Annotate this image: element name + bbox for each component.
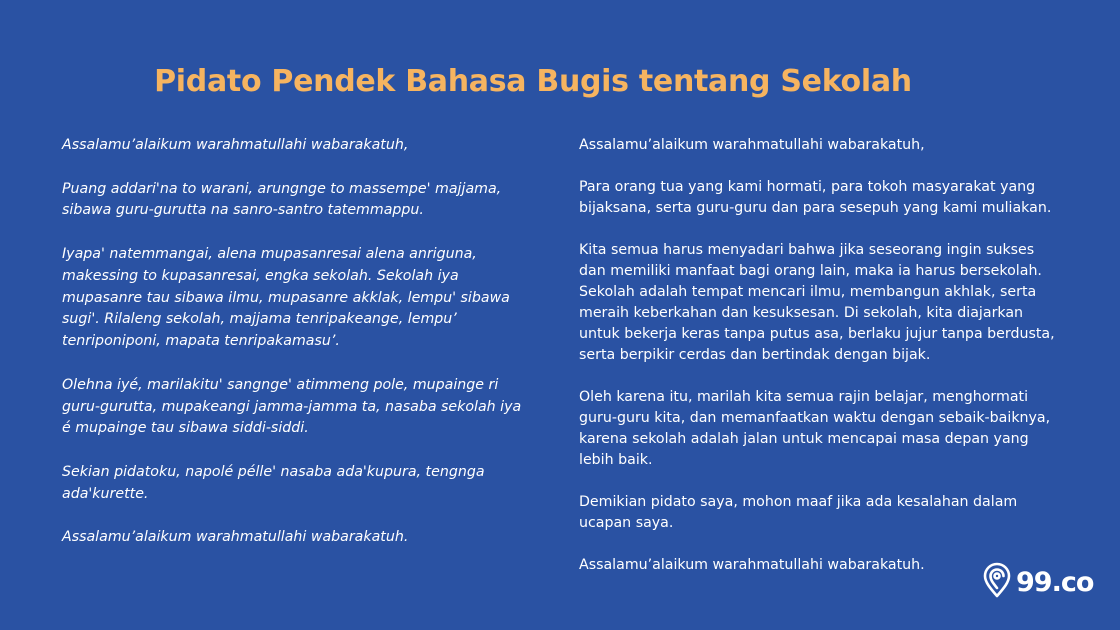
text-line: mupasanre tau sibawa ilmu, mupasanre akklak, lempu' sibawa <box>62 289 510 306</box>
brand-logo-text: 99.co <box>1016 566 1094 598</box>
text-line: Para orang tua yang kami hormati, para tokoh masyarakat yang <box>579 179 1036 195</box>
text-line: tenriponiponi, mapata tenripakamasu’. <box>62 333 340 350</box>
text-line: Olehna iyé, marilakitu' sangnge' atimmeng pole, mupainge ri <box>62 376 499 393</box>
text-line: Assalamu’alaikum warahmatullahi wabarakatuh. <box>579 557 925 573</box>
text-line: sugi'. Rilaleng sekolah, majjama tenripakeange, lempu’ <box>62 311 457 328</box>
paragraph <box>579 240 1059 366</box>
text-line: Assalamu’alaikum warahmatullahi wabarakatuh, <box>579 137 925 153</box>
text-line: karena sekolah adalah jalan untuk mencapai masa depan yang <box>579 431 1029 447</box>
paragraph <box>579 177 1059 219</box>
paragraph <box>579 135 1059 156</box>
text-line: Kita semua harus menyadari bahwa jika seseorang ingin sukses <box>579 242 1035 258</box>
text-line: bijaksana, serta guru-guru dan para sesepuh yang kami muliakan. <box>579 200 1052 216</box>
text-line: ucapan saya. <box>579 515 674 531</box>
paragraph <box>579 387 1059 471</box>
text-line: Oleh karena itu, marilah kita semua rajin belajar, menghormati <box>579 389 1029 405</box>
text-line: untuk bekerja keras tanpa putus asa, berlaku jujur tanpa berdusta, <box>579 326 1055 342</box>
paragraph <box>62 179 542 223</box>
text-line: sibawa guru-gurutta na sanro-santro tatemmappu. <box>62 202 424 219</box>
location-pin-icon <box>982 562 1012 602</box>
text-line: Demikian pidato saya, mohon maaf jika ada kesalahan dalam <box>579 494 1018 510</box>
text-line: é mupainge tau sibawa siddi-siddi. <box>62 420 309 437</box>
paragraph <box>62 527 542 549</box>
text-line: dan memiliki manfaat bagi orang lain, maka ia harus bersekolah. <box>579 263 1042 279</box>
text-line: guru-guru kita, dan memanfaatkan waktu dengan sebaik-baiknya, <box>579 410 1051 426</box>
text-line: makessing to kupasanresai, engka sekolah. Sekolah iya <box>62 267 459 284</box>
brand-logo <box>982 562 1093 602</box>
paragraph <box>62 135 542 157</box>
paragraph <box>62 375 542 440</box>
bugis-speech-column <box>62 135 542 571</box>
indonesian-translation-column <box>579 135 1059 597</box>
paragraph <box>579 492 1059 534</box>
paragraph <box>62 244 542 353</box>
page-title: Pidato Pendek Bahasa Bugis tentang Sekolah <box>154 64 912 99</box>
text-line: guru-gurutta, mupakeangi jamma-jamma ta, nasaba sekolah iya <box>62 398 522 415</box>
text-line: Assalamu’alaikum warahmatullahi wabarakatuh. <box>62 529 409 546</box>
text-line: Assalamu’alaikum warahmatullahi wabarakatuh, <box>62 137 409 153</box>
text-line: Iyapa' natemmangai, alena mupasanresai alena anriguna, <box>62 245 477 262</box>
text-line: ada'kurette. <box>62 485 149 502</box>
text-line: Puang addari'na to warani, arungnge to massempe' majjama, <box>62 180 502 197</box>
text-line: meraih keberkahan dan kesuksesan. Di sekolah, kita diajarkan <box>579 305 1024 321</box>
text-line: lebih baik. <box>579 452 653 468</box>
text-line: Sekolah adalah tempat mencari ilmu, membangun akhlak, serta <box>579 284 1037 300</box>
paragraph <box>62 462 542 506</box>
text-line: Sekian pidatoku, napolé pélle' nasaba ada'kupura, tengnga <box>62 463 485 480</box>
text-line: serta berpikir cerdas dan bertindak dengan bijak. <box>579 347 931 363</box>
